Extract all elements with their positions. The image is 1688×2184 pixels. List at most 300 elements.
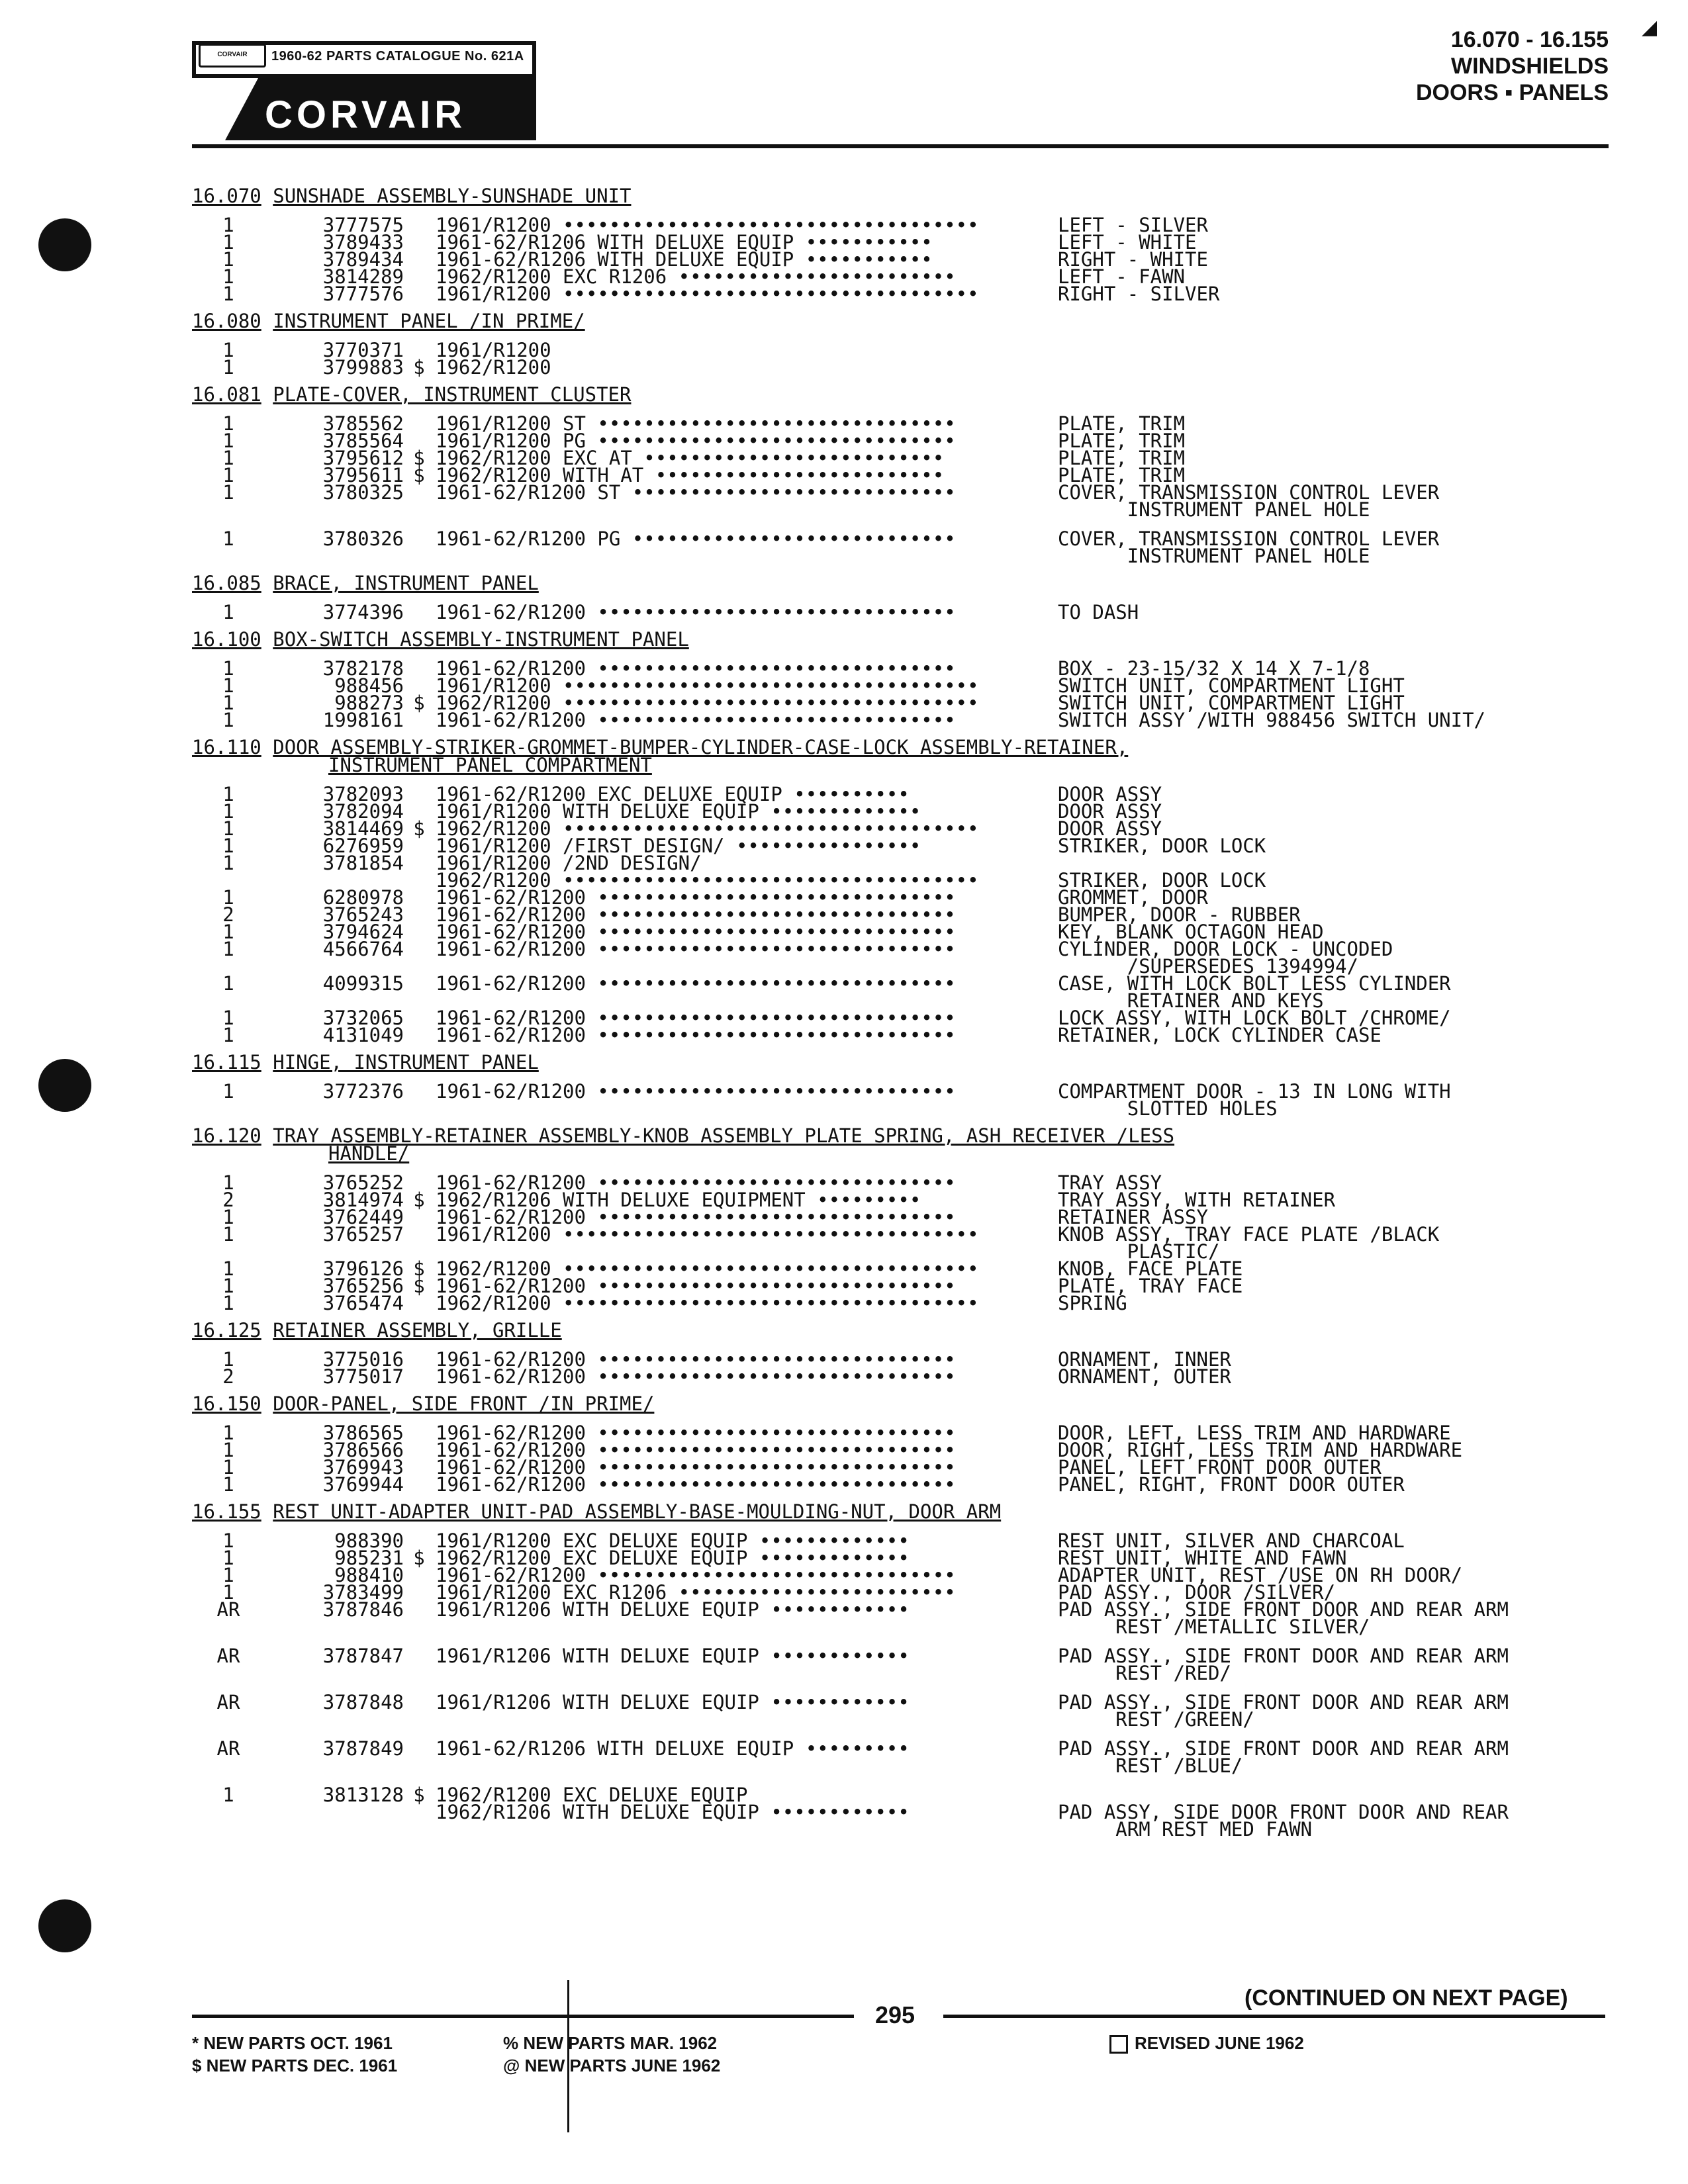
quantity: 1 (222, 601, 234, 623)
quantity: 1 (222, 1348, 234, 1371)
application: 1961/R1200 •••••••••••••••••••••••••••••••••••• (436, 283, 979, 305)
parts-rows (192, 412, 1635, 567)
quantity: 1 (222, 1784, 234, 1806)
quantity: 1 (222, 527, 234, 550)
application: 1961/R1206 WITH DELUXE EQUIP •••••••••••• (436, 1645, 910, 1667)
part-number: 3765256 (322, 1275, 404, 1297)
part-description: REST /RED/ (1058, 1662, 1231, 1684)
quantity: 1 (222, 1439, 234, 1461)
part-description: KEY, BLANK OCTAGON HEAD (1058, 921, 1324, 943)
part-number: 6276959 (322, 835, 404, 857)
quantity: 1 (222, 1564, 234, 1586)
corner-mark-icon: ◢ (1642, 17, 1658, 38)
application: 1961-62/R1200 ••••••••••••••••••••••••••••••• (436, 1080, 956, 1103)
part-description: PAD ASSY., DOOR /SILVER/ (1058, 1581, 1336, 1604)
application: 1961-62/R1200 ••••••••••••••••••••••••••••••• (436, 1007, 956, 1029)
part-row (192, 1664, 1635, 1682)
part-description: PAD ASSY., SIDE FRONT DOOR AND REAR ARM (1058, 1691, 1509, 1713)
application: 1961-62/R1200 ••••••••••••••••••••••••••••••• (436, 1422, 956, 1444)
part-row (192, 1080, 1635, 1103)
application: 1962/R1200 EXC DELUXE EQUIP (436, 1784, 748, 1806)
quantity: 1 (222, 1581, 234, 1604)
application: 1962/R1200 EXC R1206 •••••••••••••••••••••••• (436, 265, 956, 288)
part-number: 3765474 (322, 1292, 404, 1314)
quantity: 1 (222, 265, 234, 288)
part-number: 3796126 (322, 1257, 404, 1280)
section-heading (192, 737, 1635, 776)
part-description: REST UNIT, SILVER AND CHARCOAL (1058, 1529, 1405, 1552)
part-number: 3775017 (322, 1365, 404, 1388)
part-number: 3765257 (322, 1223, 404, 1246)
section-title: SUNSHADE ASSEMBLY-SUNSHADE UNIT (273, 185, 632, 207)
part-description: PLATE, TRIM (1058, 447, 1186, 469)
part-number: 3765252 (322, 1171, 404, 1194)
section-heading (192, 310, 1635, 332)
part-description: STRIKER, DOOR LOCK (1058, 835, 1266, 857)
quantity: 2 (222, 903, 234, 926)
application: 1961-62/R1200 ••••••••••••••••••••••••••••••• (436, 1439, 956, 1461)
application: 1961-62/R1200 ••••••••••••••••••••••••••••••• (436, 657, 956, 680)
section-heading (192, 384, 1635, 406)
application: 1961-62/R1200 EXC DELUXE EQUIP •••••••••• (436, 783, 910, 805)
part-number: 3785564 (322, 430, 404, 452)
part-number: 3732065 (322, 1007, 404, 1029)
parts-listing (192, 177, 1635, 1842)
part-description: DOOR, LEFT, LESS TRIM AND HARDWARE (1058, 1422, 1451, 1444)
quantity: 1 (222, 1223, 234, 1246)
part-description: CYLINDER, DOOR LOCK - UNCODED (1058, 938, 1393, 960)
section-heading (192, 185, 1635, 207)
quantity: 1 (222, 1422, 234, 1444)
part-number: 3774396 (322, 601, 404, 623)
part-number: 3770371 (322, 339, 404, 361)
section-title: DOOR ASSEMBLY-STRIKER-GROMMET-BUMPER-CYLINDER-CASE-LOCK ASSEMBLY-RETAINER, (273, 736, 1129, 758)
part-description: PLASTIC/ (1058, 1240, 1220, 1263)
part-number: 3762449 (322, 1206, 404, 1228)
application: 1961-62/R1200 ••••••••••••••••••••••••••••••• (436, 921, 956, 943)
part-number: 3780325 (322, 481, 404, 504)
section-code: 16.100 (192, 628, 261, 651)
new-part-mark: $ (413, 464, 425, 486)
application: 1961/R1200 /FIRST DESIGN/ •••••••••••••••• (436, 835, 921, 857)
part-row (192, 1615, 1635, 1638)
section-title: BOX-SWITCH ASSEMBLY-INSTRUMENT PANEL (273, 628, 689, 651)
quantity: 1 (222, 1080, 234, 1103)
part-number: 3795611 (322, 464, 404, 486)
header-rule (192, 144, 1609, 148)
part-description: REST UNIT, WHITE AND FAWN (1058, 1547, 1347, 1569)
part-description: PLATE, TRIM (1058, 464, 1186, 486)
part-number: 3777576 (322, 283, 404, 305)
part-description: CASE, WITH LOCK BOLT LESS CYLINDER (1058, 972, 1451, 995)
section-title: PLATE-COVER, INSTRUMENT CLUSTER (273, 383, 632, 406)
part-row (192, 1223, 1635, 1246)
application: 1961-62/R1200 ••••••••••••••••••••••••••••••• (436, 1206, 956, 1228)
part-number: 985231 (334, 1547, 404, 1569)
quantity: 1 (222, 852, 234, 874)
parts-rows (192, 1348, 1635, 1388)
quantity: 1 (222, 938, 234, 960)
section-title: TRAY ASSEMBLY-RETAINER ASSEMBLY-KNOB ASSEMBLY PLATE SPRING, ASH RECEIVER /LESS (273, 1124, 1175, 1147)
section-heading (192, 1125, 1635, 1165)
continued-note: (CONTINUED ON NEXT PAGE) (1244, 1985, 1568, 2011)
part-number: 3814289 (322, 265, 404, 288)
quantity: 1 (222, 231, 234, 253)
application: 1961/R1200 ST ••••••••••••••••••••••••••••••• (436, 412, 956, 435)
quantity: AR (216, 1737, 240, 1760)
application: 1962/R1200 (436, 356, 551, 379)
quantity: AR (216, 1645, 240, 1667)
part-row (192, 341, 1635, 359)
part-description: TRAY ASSY, WITH RETAINER (1058, 1189, 1336, 1211)
part-description: LEFT - WHITE (1058, 231, 1197, 253)
new-part-mark: $ (413, 1547, 425, 1569)
quantity: 1 (222, 886, 234, 909)
part-description: COMPARTMENT DOOR - 13 IN LONG WITH (1058, 1080, 1451, 1103)
new-part-mark: $ (413, 1257, 425, 1280)
quantity: 1 (222, 1473, 234, 1496)
quantity: 1 (222, 674, 234, 697)
part-number: 3772376 (322, 1080, 404, 1103)
parts-rows (192, 339, 1635, 379)
part-number: 4566764 (322, 938, 404, 960)
application: 1961-62/R1200 ••••••••••••••••••••••••••••••• (436, 1473, 956, 1496)
parts-rows (192, 1529, 1635, 1841)
page-number: 295 (875, 2001, 915, 2028)
part-row (192, 481, 1635, 504)
quantity: 1 (222, 412, 234, 435)
part-description: DOOR ASSY (1058, 817, 1162, 840)
part-description: KNOB ASSY, TRAY FACE PLATE /BLACK (1058, 1223, 1440, 1246)
part-description: ARM REST MED FAWN (1058, 1818, 1313, 1841)
part-number: 3813128 (322, 1784, 404, 1806)
part-description: RIGHT - WHITE (1058, 248, 1208, 271)
part-row (192, 1097, 1635, 1120)
application: 1961/R1200 /2ND DESIGN/ (436, 852, 702, 874)
part-row (192, 601, 1635, 623)
part-description: SPRING (1058, 1292, 1127, 1314)
application: 1961/R1200 EXC DELUXE EQUIP ••••••••••••• (436, 1529, 910, 1552)
part-number: 3789433 (322, 231, 404, 253)
section-code: 16.080 (192, 310, 261, 332)
part-description: PLATE, TRIM (1058, 430, 1186, 452)
section-heading (192, 1393, 1635, 1415)
part-number: 3787846 (322, 1598, 404, 1621)
section-code: 16.081 (192, 383, 261, 406)
parts-rows (192, 601, 1635, 623)
part-description: TRAY ASSY (1058, 1171, 1162, 1194)
part-row (192, 1645, 1635, 1667)
part-description: TO DASH (1058, 601, 1139, 623)
part-description: RIGHT - SILVER (1058, 283, 1220, 305)
part-description: INSTRUMENT PANEL HOLE (1058, 498, 1370, 521)
application: 1962/R1200 •••••••••••••••••••••••••••••••••••• (436, 869, 979, 891)
part-description: PLATE, TRIM (1058, 412, 1186, 435)
revised-box-icon (1109, 2035, 1128, 2054)
part-description: ORNAMENT, OUTER (1058, 1365, 1231, 1388)
part-description: REST /BLUE/ (1058, 1754, 1243, 1777)
quantity: 1 (222, 1292, 234, 1314)
application: 1961-62/R1200 ••••••••••••••••••••••••••••••• (436, 972, 956, 995)
legend-new-mar-1962: % NEW PARTS MAR. 1962 (503, 2033, 718, 2053)
new-part-mark: $ (413, 447, 425, 469)
part-number: 3782094 (322, 800, 404, 823)
quantity: 1 (222, 1547, 234, 1569)
part-number: 3783499 (322, 1581, 404, 1604)
part-number: 3785562 (322, 412, 404, 435)
section-code: 16.150 (192, 1392, 261, 1415)
quantity: 1 (222, 447, 234, 469)
quantity: 1 (222, 1206, 234, 1228)
part-number: 3781854 (322, 852, 404, 874)
part-row (192, 711, 1635, 729)
part-row (192, 940, 1635, 958)
application: 1961-62/R1200 ••••••••••••••••••••••••••••••• (436, 1456, 956, 1479)
application: 1962/R1200 •••••••••••••••••••••••••••••••••••• (436, 817, 979, 840)
parts-rows (192, 214, 1635, 305)
section-code: 16.085 (192, 572, 261, 594)
legend-new-june-1962: @ NEW PARTS JUNE 1962 (503, 2056, 721, 2075)
part-number: 3814469 (322, 817, 404, 840)
part-row (192, 972, 1635, 995)
parts-rows (192, 783, 1635, 1046)
part-number: 3789434 (322, 248, 404, 271)
quantity: 1 (222, 1007, 234, 1029)
part-row (192, 1754, 1635, 1777)
part-description: /SUPERSEDES 1394994/ (1058, 955, 1358, 978)
part-row (192, 1529, 1635, 1552)
part-description: RETAINER, LOCK CYLINDER CASE (1058, 1024, 1382, 1046)
part-description: PAD ASSY, SIDE DOOR FRONT DOOR AND REAR (1058, 1801, 1509, 1823)
part-row (192, 498, 1635, 521)
part-description: PAD ASSY., SIDE FRONT DOOR AND REAR ARM (1058, 1737, 1509, 1760)
application: 1962/R1200 •••••••••••••••••••••••••••••••••••• (436, 1257, 979, 1280)
quantity: 1 (222, 430, 234, 452)
quantity: 1 (222, 657, 234, 680)
application: 1961-62/R1200 ••••••••••••••••••••••••••••••• (436, 938, 956, 960)
section-code: 16.110 (192, 736, 261, 758)
part-row (192, 1737, 1635, 1760)
section-code: 16.155 (192, 1500, 261, 1523)
application: 1962/R1200 WITH AT ••••••••••••••••••••••••• (436, 464, 945, 486)
parts-rows (192, 1422, 1635, 1496)
quantity: 1 (222, 1171, 234, 1194)
part-description: REST /METALLIC SILVER/ (1058, 1615, 1370, 1638)
application: 1961-62/R1200 ST •••••••••••••••••••••••••••• (436, 481, 956, 504)
page-header (192, 26, 1609, 149)
section-title: DOOR-PANEL, SIDE FRONT /IN PRIME/ (273, 1392, 655, 1415)
application: 1961-62/R1200 ••••••••••••••••••••••••••••••• (436, 886, 956, 909)
part-description: RETAINER ASSY (1058, 1206, 1208, 1228)
application: 1961-62/R1206 WITH DELUXE EQUIP ••••••••• (436, 1737, 910, 1760)
part-number: 1998161 (322, 709, 404, 731)
quantity: 1 (222, 214, 234, 236)
part-description: COVER, TRANSMISSION CONTROL LEVER (1058, 481, 1440, 504)
legend-revised-text: REVISED JUNE 1962 (1135, 2033, 1304, 2053)
part-number: 988456 (334, 674, 404, 697)
quantity: 1 (222, 248, 234, 271)
section-subject-2: DOORS ▪ PANELS (1415, 80, 1609, 105)
section-title-continued: INSTRUMENT PANEL COMPARTMENT (328, 754, 652, 776)
part-number: 3794624 (322, 921, 404, 943)
catalogue-title: 1960-62 PARTS CATALOGUE No. 621A (271, 49, 524, 64)
part-number: 3782093 (322, 783, 404, 805)
new-part-mark: $ (413, 1275, 425, 1297)
part-number: 3780326 (322, 527, 404, 550)
quantity: 1 (222, 709, 234, 731)
section-title: RETAINER ASSEMBLY, GRILLE (273, 1319, 562, 1342)
parts-rows (192, 1171, 1635, 1314)
part-row (192, 1818, 1635, 1841)
quantity: 1 (222, 800, 234, 823)
part-number: 988273 (334, 692, 404, 714)
quantity: 1 (222, 972, 234, 995)
part-description: BUMPER, DOOR - RUBBER (1058, 903, 1301, 926)
part-number: 3777575 (322, 214, 404, 236)
new-part-mark: $ (413, 356, 425, 379)
part-row (192, 1365, 1635, 1388)
part-number: 4131049 (322, 1024, 404, 1046)
application: 1961-62/R1200 ••••••••••••••••••••••••••••••• (436, 1365, 956, 1388)
section-heading (192, 572, 1635, 594)
part-description: PAD ASSY., SIDE FRONT DOOR AND REAR ARM (1058, 1645, 1509, 1667)
part-description: PANEL, LEFT FRONT DOOR OUTER (1058, 1456, 1382, 1479)
part-number: 3787848 (322, 1691, 404, 1713)
quantity: 1 (222, 1456, 234, 1479)
application: 1961-62/R1200 ••••••••••••••••••••••••••••••• (436, 1564, 956, 1586)
quantity: 1 (222, 921, 234, 943)
section-code: 16.115 (192, 1051, 261, 1073)
part-number: 3782178 (322, 657, 404, 680)
part-row (192, 1473, 1635, 1496)
part-row (192, 1803, 1635, 1821)
punch-hole-top (38, 218, 91, 271)
part-row (192, 527, 1635, 550)
application: 1961-62/R1200 ••••••••••••••••••••••••••••••• (436, 1275, 956, 1297)
section-heading-block (1416, 26, 1609, 106)
part-row (192, 283, 1635, 305)
application: 1961-62/R1206 WITH DELUXE EQUIP ••••••••••• (436, 231, 933, 253)
quantity: 1 (222, 1257, 234, 1280)
part-description: ADAPTER UNIT, REST /USE ON RH DOOR/ (1058, 1564, 1463, 1586)
quantity: 2 (222, 1365, 234, 1388)
section-heading (192, 1320, 1635, 1342)
part-description: SWITCH UNIT, COMPARTMENT LIGHT (1058, 692, 1405, 714)
new-part-mark: $ (413, 1784, 425, 1806)
section-title: HINGE, INSTRUMENT PANEL (273, 1051, 539, 1073)
application: 1961/R1200 PG ••••••••••••••••••••••••••••••• (436, 430, 956, 452)
part-description: GROMMET, DOOR (1058, 886, 1208, 909)
application: 1961-62/R1200 ••••••••••••••••••••••••••••••• (436, 1348, 956, 1371)
brand-name: CORVAIR (265, 93, 467, 136)
legend-new-oct-1961: * NEW PARTS OCT. 1961 (192, 2033, 393, 2053)
new-part-mark: $ (413, 1189, 425, 1211)
quantity: 1 (222, 1024, 234, 1046)
part-number: 3799883 (322, 356, 404, 379)
section-title: REST UNIT-ADAPTER UNIT-PAD ASSEMBLY-BASE-MOULDING-NUT, DOOR ARM (273, 1500, 1002, 1523)
part-number: 3769944 (322, 1473, 404, 1496)
part-description: REST /GREEN/ (1058, 1708, 1254, 1731)
application: 1962/R1200 EXC AT •••••••••••••••••••••••••• (436, 447, 945, 469)
application: 1961/R1206 WITH DELUXE EQUIP •••••••••••• (436, 1598, 910, 1621)
part-number: 3814974 (322, 1189, 404, 1211)
application: 1961-62/R1200 ••••••••••••••••••••••••••••••• (436, 903, 956, 926)
part-row (192, 835, 1635, 857)
part-number: 6280978 (322, 886, 404, 909)
application: 1961/R1200 •••••••••••••••••••••••••••••••••••• (436, 1223, 979, 1246)
quantity: 1 (222, 356, 234, 379)
application: 1961/R1200 WITH DELUXE EQUIP ••••••••••••• (436, 800, 921, 823)
application: 1961-62/R1200 PG •••••••••••••••••••••••••••• (436, 527, 956, 550)
section-code: 16.070 (192, 185, 261, 207)
new-part-mark: $ (413, 692, 425, 714)
application: 1961/R1200 EXC R1206 •••••••••••••••••••••••• (436, 1581, 956, 1604)
part-number: 3787849 (322, 1737, 404, 1760)
application: 1961/R1206 WITH DELUXE EQUIP •••••••••••• (436, 1691, 910, 1713)
application: 1962/R1206 WITH DELUXE EQUIP •••••••••••• (436, 1801, 910, 1823)
section-code: 16.125 (192, 1319, 261, 1342)
quantity: 1 (222, 835, 234, 857)
quantity: 1 (222, 817, 234, 840)
legend-new-dec-1961: $ NEW PARTS DEC. 1961 (192, 2056, 398, 2075)
part-description: PANEL, RIGHT, FRONT DOOR OUTER (1058, 1473, 1405, 1496)
part-number: 3786565 (322, 1422, 404, 1444)
quantity: 1 (222, 464, 234, 486)
part-description: KNOB, FACE PLATE (1058, 1257, 1243, 1280)
part-number: 988390 (334, 1529, 404, 1552)
part-number: 988410 (334, 1564, 404, 1586)
part-description: LEFT - SILVER (1058, 214, 1208, 236)
application: 1962/R1200 •••••••••••••••••••••••••••••••••••• (436, 1292, 979, 1314)
quantity: AR (216, 1598, 240, 1621)
quantity: 1 (222, 339, 234, 361)
quantity: 1 (222, 1275, 234, 1297)
application: 1962/R1200 •••••••••••••••••••••••••••••••••••• (436, 692, 979, 714)
part-number: 3787847 (322, 1645, 404, 1667)
part-description: DOOR ASSY (1058, 800, 1162, 823)
application: 1961-62/R1200 ••••••••••••••••••••••••••••••• (436, 601, 956, 623)
part-description: RETAINER AND KEYS (1058, 989, 1324, 1012)
part-description: SLOTTED HOLES (1058, 1097, 1278, 1120)
part-description: LOCK ASSY, WITH LOCK BOLT /CHROME/ (1058, 1007, 1451, 1029)
section-title: INSTRUMENT PANEL /IN PRIME/ (273, 310, 585, 332)
part-row (192, 1598, 1635, 1621)
application: 1961-62/R1200 ••••••••••••••••••••••••••••••• (436, 1171, 956, 1194)
application: 1962/R1200 EXC DELUXE EQUIP ••••••••••••• (436, 1547, 910, 1569)
footer-rule-right (943, 2015, 1605, 2018)
part-number: 3795612 (322, 447, 404, 469)
application: 1961/R1200 (436, 339, 551, 361)
part-row (192, 1026, 1635, 1044)
part-number: 3769943 (322, 1456, 404, 1479)
part-row (192, 1691, 1635, 1713)
part-description: DOOR ASSY (1058, 783, 1162, 805)
part-description: PLATE, TRAY FACE (1058, 1275, 1243, 1297)
quantity: 1 (222, 1529, 234, 1552)
part-description: LEFT - FAWN (1058, 265, 1186, 288)
part-number: 3765243 (322, 903, 404, 926)
section-subject-1: WINDSHIELDS (1451, 54, 1609, 79)
part-description: SWITCH ASSY /WITH 988456 SWITCH UNIT/ (1058, 709, 1486, 731)
part-description: STRIKER, DOOR LOCK (1058, 869, 1266, 891)
section-heading (192, 1501, 1635, 1523)
legend-revised (1109, 2033, 1304, 2054)
part-row (192, 356, 1635, 379)
quantity: 1 (222, 481, 234, 504)
part-row (192, 1708, 1635, 1731)
logo-vee (192, 78, 258, 140)
quantity: 1 (222, 783, 234, 805)
